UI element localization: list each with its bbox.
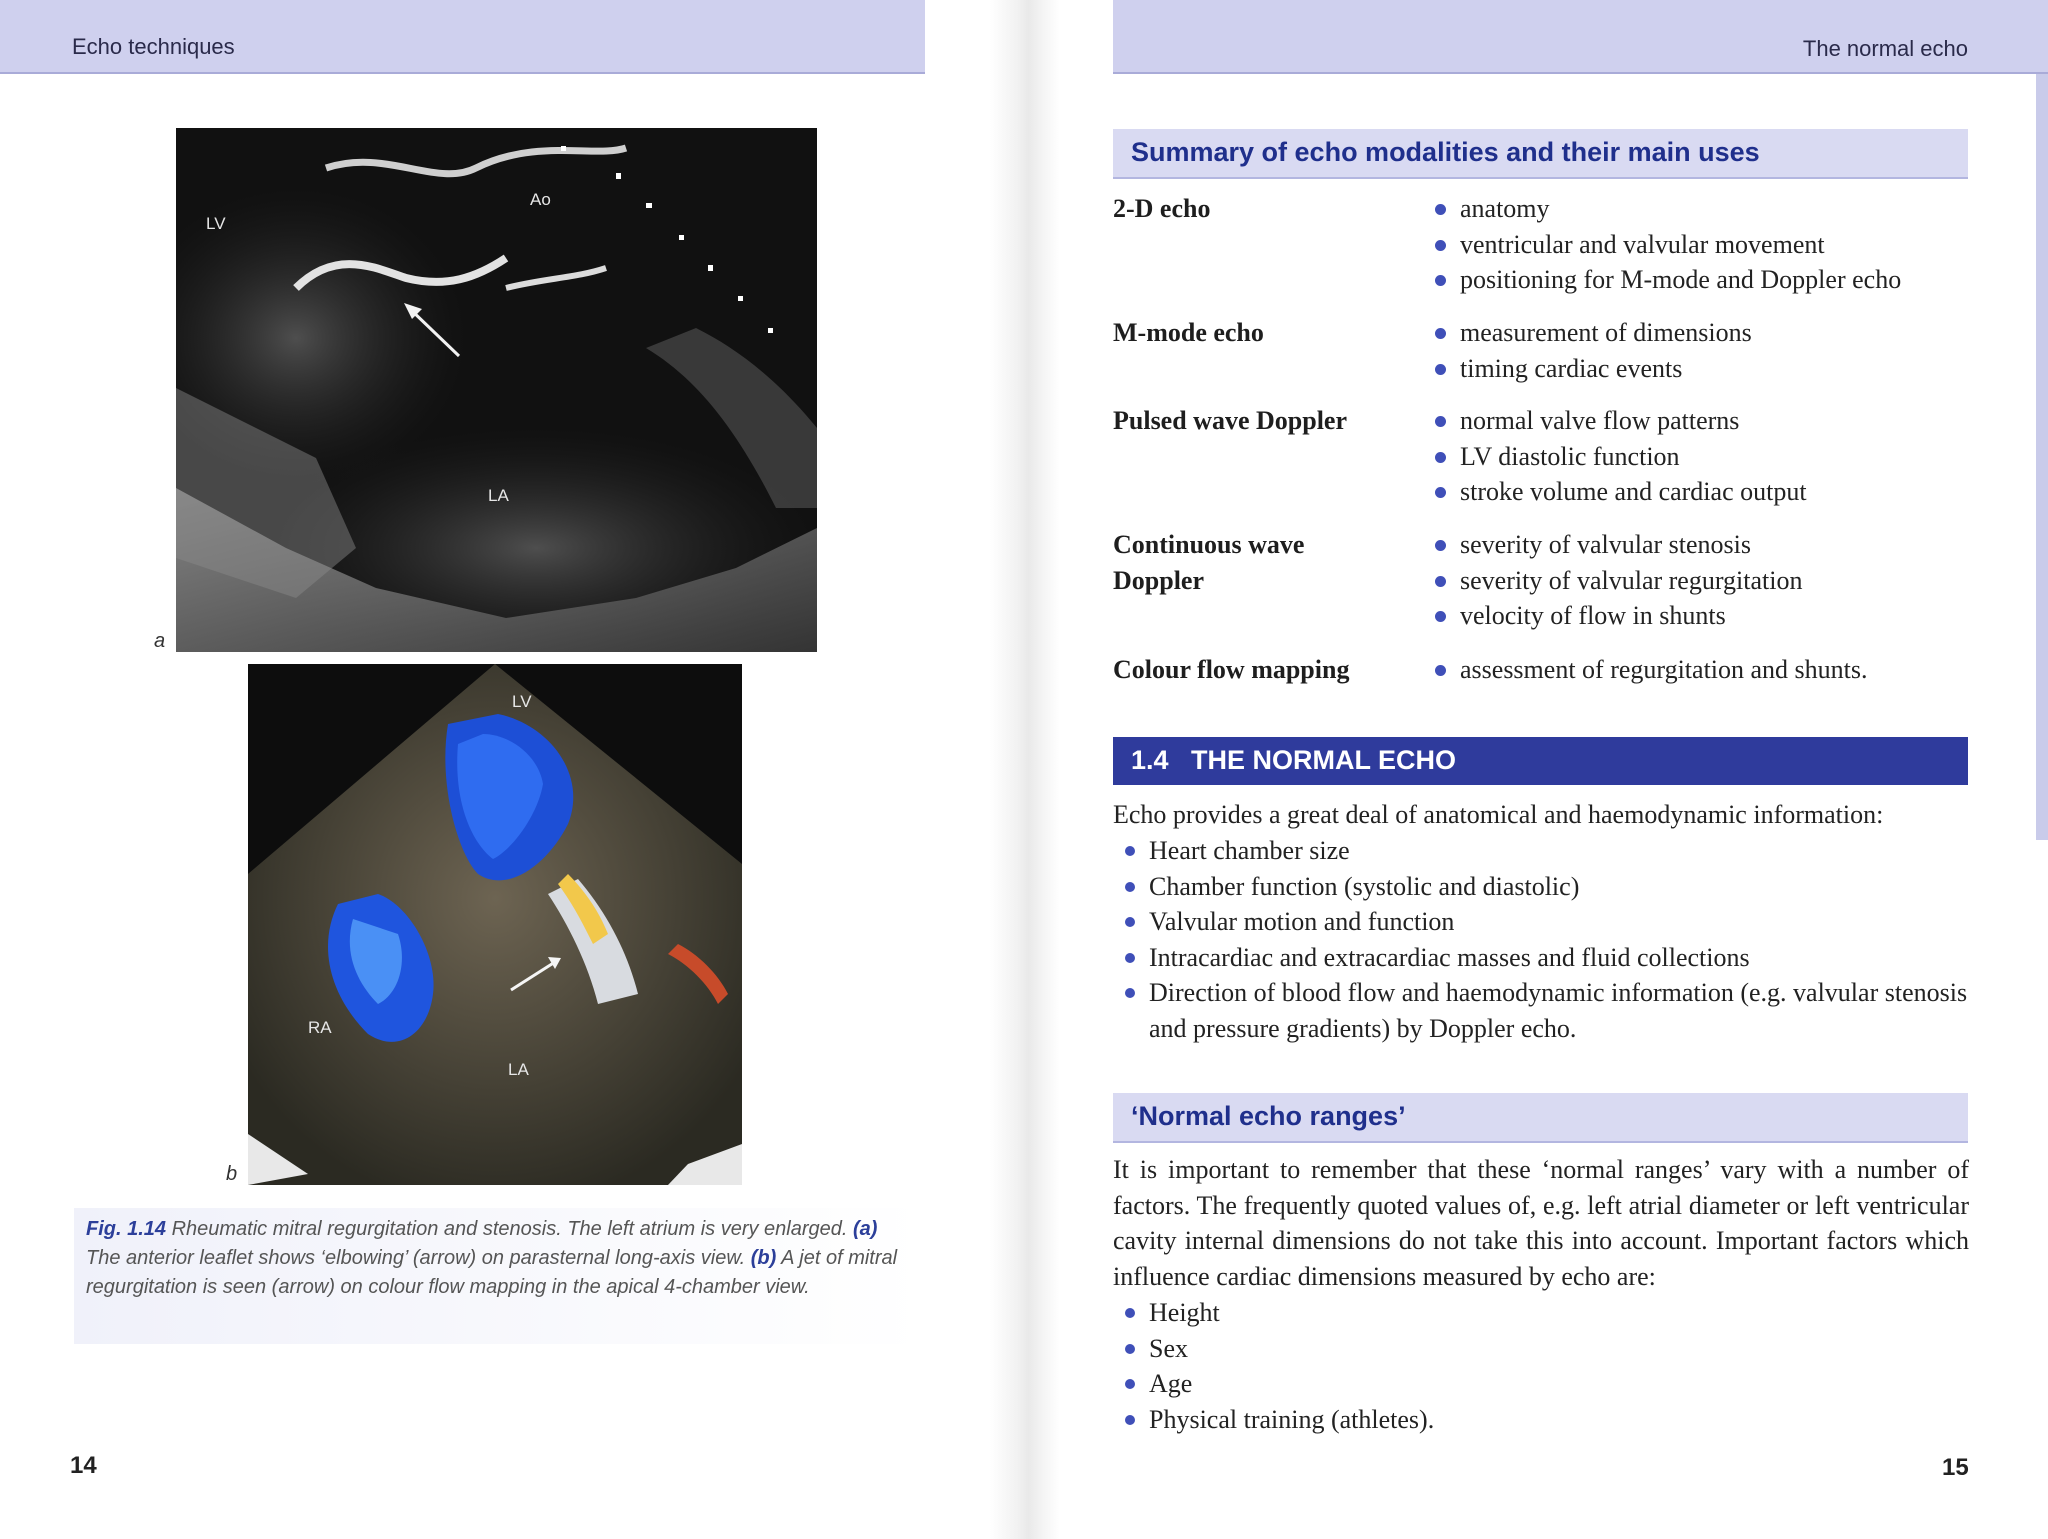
normal-echo-heading-text: 1.4 THE NORMAL ECHO (1131, 745, 1457, 775)
caption-marker-a: (a) (853, 1218, 878, 1240)
modality-pulsed-wave-uses (1430, 403, 1990, 510)
modality-m-mode: M-mode echo (1113, 318, 1264, 347)
use-item: normal valve flow patterns (1430, 403, 1990, 439)
book-gutter (990, 0, 1060, 1539)
list-item: Heart chamber size (1120, 833, 1970, 869)
list-item: Intracardiac and extracardiac masses and fluid collections (1120, 940, 1970, 976)
use-item: severity of valvular stenosis (1430, 527, 1990, 563)
summary-heading-text: Summary of echo modalities and their main uses (1131, 137, 1760, 167)
normal-ranges-heading (1113, 1093, 1968, 1143)
caption-text-2: The anterior leaflet shows ‘elbowing’ (arrow) on parasternal long-axis view. (86, 1247, 751, 1269)
label-la: LA (508, 1060, 529, 1079)
summary-heading (1113, 129, 1968, 179)
page-number-right: 15 (1942, 1454, 1969, 1481)
normal-ranges-paragraph: It is important to remember that these ‘normal ranges’ vary with a number of factors. The frequently quoted values of, e.g. left atrial diameter or left ventricular cavity internal dimensions do not take this into account. Important factors which influence cardiac dimensions measured by echo are: (1113, 1155, 1969, 1291)
use-item: stroke volume and cardiac output (1430, 474, 1990, 510)
caption-marker-b: (b) (750, 1247, 777, 1269)
use-item: assessment of regurgitation and shunts. (1430, 652, 1990, 688)
figure-number: Fig. 1.14 (86, 1218, 167, 1240)
running-head-left-text: Echo techniques (72, 34, 235, 59)
label-ra: RA (308, 1018, 332, 1037)
normal-ranges-heading-text: ‘Normal echo ranges’ (1131, 1101, 1406, 1131)
normal-echo-intro: Echo provides a great deal of anatomical and haemodynamic information: (1113, 800, 1884, 829)
modality-pulsed-wave: Pulsed wave Doppler (1113, 406, 1347, 435)
factors-list (1120, 1295, 1970, 1437)
list-item: Valvular motion and function (1120, 904, 1970, 940)
use-item: positioning for M-mode and Doppler echo (1430, 262, 1990, 298)
figure-caption (86, 1215, 906, 1302)
modality-colour-flow-uses (1430, 652, 1990, 688)
list-item: Physical training (athletes). (1120, 1402, 1970, 1438)
label-lv: LV (512, 692, 532, 711)
use-item: anatomy (1430, 191, 1990, 227)
modality-continuous-wave-uses (1430, 527, 1990, 634)
figure-b-colour-flow-image (248, 664, 742, 1185)
use-item: measurement of dimensions (1430, 315, 1990, 351)
use-item: severity of valvular regurgitation (1430, 563, 1990, 599)
panel-letter-a: a (154, 630, 166, 652)
page-edge-strip (2036, 0, 2048, 840)
caption-text-1: Rheumatic mitral regurgitation and stenosis. The left atrium is very enlarged. (166, 1218, 854, 1240)
figure-a-echo-image (176, 128, 817, 652)
normal-echo-heading (1113, 737, 1968, 785)
label-la: LA (488, 486, 509, 505)
parasternal-echo-graphic (176, 128, 817, 652)
running-head-right-text: The normal echo (1802, 36, 1968, 61)
use-item: velocity of flow in shunts (1430, 598, 1990, 634)
modality-2d-echo-uses (1430, 191, 1990, 298)
apical-4-chamber-graphic (248, 664, 742, 1185)
running-head-right (1113, 0, 2048, 74)
list-item: Sex (1120, 1331, 1970, 1367)
page-number-left: 14 (70, 1452, 97, 1479)
panel-letter-b: b (226, 1163, 238, 1185)
normal-echo-list (1120, 833, 1970, 1046)
modality-m-mode-uses (1430, 315, 1990, 386)
use-item: ventricular and valvular movement (1430, 227, 1990, 263)
running-head-left (0, 0, 925, 74)
label-lv: LV (206, 214, 226, 233)
label-ao: Ao (530, 190, 551, 209)
list-item: Direction of blood flow and haemodynamic information (e.g. valvular stenosis and pressure gradients) by Doppler echo. (1120, 975, 1970, 1046)
use-item: timing cardiac events (1430, 351, 1990, 387)
modality-2d-echo: 2-D echo (1113, 194, 1211, 223)
list-item: Age (1120, 1366, 1970, 1402)
modality-continuous-wave: Continuous wave Doppler (1113, 530, 1305, 595)
use-item: LV diastolic function (1430, 439, 1990, 475)
caption-text-3: A jet of mitral regurgitation is seen (arrow) on colour flow mapping in the apical 4-chamber view. (86, 1247, 898, 1298)
modality-colour-flow: Colour flow mapping (1113, 655, 1350, 684)
list-item: Height (1120, 1295, 1970, 1331)
list-item: Chamber function (systolic and diastolic) (1120, 869, 1970, 905)
